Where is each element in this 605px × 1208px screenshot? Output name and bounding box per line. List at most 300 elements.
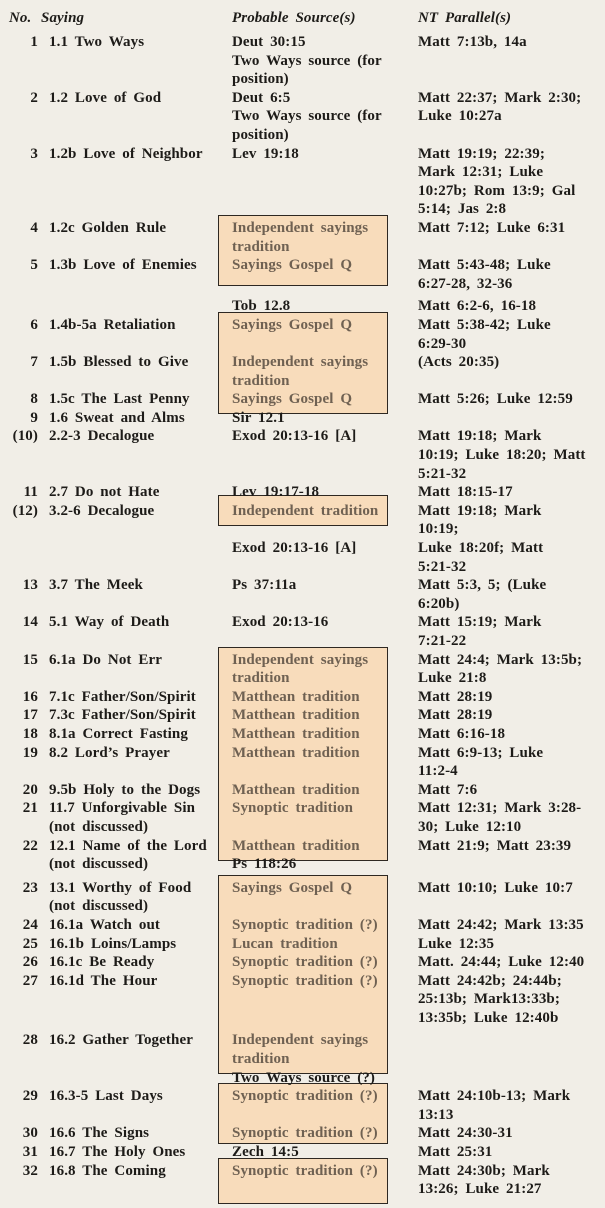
table-row: [0, 219, 605, 238]
nt-parallel-cell: [404, 238, 605, 257]
nt-parallel-cell: 13:35b; Luke 12:40b: [418, 1009, 559, 1026]
source-cell: Independent sayings: [232, 1032, 369, 1049]
row-number-cell: 29: [22, 1088, 38, 1105]
nt-parallel-cell: Matt 6:2-6, 16-18: [418, 298, 537, 315]
source-cell: [218, 897, 404, 916]
source-cell: [218, 990, 404, 1009]
row-number-cell: [0, 275, 38, 294]
table-row: [0, 33, 605, 52]
nt-parallel-cell: 7:21-22: [418, 633, 467, 649]
header-source: Probable Source(s): [232, 10, 356, 26]
table-row: [0, 953, 605, 972]
table-row: [0, 818, 605, 837]
saying-cell: 1.6 Sweat and Alms: [49, 409, 185, 426]
source-cell: Two Ways source (?): [232, 1069, 375, 1086]
source-cell: tradition: [232, 372, 290, 389]
table-row: [0, 520, 605, 539]
row-number-cell: 21: [22, 800, 38, 817]
saying-cell: [38, 595, 218, 614]
saying-cell: 16.1c Be Ready: [49, 954, 155, 971]
nt-parallel-cell: 30; Luke 12:10: [418, 818, 522, 835]
row-number-cell: [0, 1009, 38, 1028]
nt-parallel-cell: Matt 5:26; Luke 12:59: [418, 391, 573, 408]
nt-parallel-cell: 5:14; Jas 2:8: [418, 201, 507, 218]
saying-cell: 16.8 The Coming: [49, 1162, 166, 1179]
table-row: [0, 651, 605, 670]
table-row: [0, 182, 605, 201]
nt-parallel-cell: Matt 5:3, 5; (Luke: [418, 577, 547, 594]
row-number-cell: 15: [22, 651, 38, 668]
nt-parallel-cell: 5:21-32: [418, 558, 467, 575]
source-cell: Sayings Gospel Q: [232, 879, 353, 896]
nt-parallel-cell: Matt 5:43-48; Luke: [418, 257, 551, 274]
nt-parallel-cell: Matt 7:13b, 14a: [418, 34, 527, 50]
source-cell: position): [232, 71, 289, 88]
table-row: [0, 725, 605, 744]
header-saying: Saying: [41, 10, 85, 26]
source-cell: Two Ways source (for: [232, 108, 382, 125]
row-number-cell: [0, 238, 38, 257]
saying-cell: (not discussed): [49, 818, 149, 835]
row-number-cell: [0, 465, 38, 484]
nt-parallel-cell: [404, 372, 605, 391]
table-row: [0, 446, 605, 465]
nt-parallel-cell: 10:27b; Rom 13:9; Gal: [418, 182, 576, 199]
row-number-cell: 1: [30, 34, 38, 50]
source-cell: tradition: [232, 670, 290, 687]
table-row: [0, 427, 605, 446]
saying-cell: 1.5c The Last Penny: [49, 391, 190, 408]
table-row: [0, 145, 605, 164]
table-row: [0, 855, 605, 874]
source-cell: [218, 275, 404, 294]
table-row: [0, 297, 605, 316]
source-cell: Lev 19:18: [232, 145, 299, 162]
nt-parallel-cell: Matt 7:6: [418, 781, 478, 798]
nt-parallel-cell: [404, 855, 605, 874]
row-number-cell: [0, 669, 38, 688]
source-cell: Matthean tradition: [232, 688, 360, 705]
nt-parallel-cell: [404, 126, 605, 145]
saying-cell: 9.5b Holy to the Dogs: [49, 781, 201, 798]
saying-cell: 8.2 Lord’s Prayer: [49, 744, 170, 761]
row-number-cell: 13: [22, 577, 38, 594]
source-cell: tradition: [232, 238, 290, 255]
saying-cell: [38, 275, 218, 294]
row-number-cell: [0, 520, 38, 539]
row-number-cell: [0, 1180, 38, 1199]
source-cell: [218, 163, 404, 182]
saying-cell: [38, 182, 218, 201]
source-cell: Exod 20:13-16: [232, 614, 329, 631]
row-number-cell: [0, 372, 38, 391]
table-row: [0, 595, 605, 614]
saying-cell: [38, 669, 218, 688]
row-number-cell: [0, 539, 38, 558]
row-number-cell: 4: [30, 219, 38, 236]
source-cell: [218, 200, 404, 219]
saying-cell: 7.1c Father/Son/Spirit: [49, 688, 196, 705]
row-number-cell: [0, 1069, 38, 1088]
row-number-cell: 24: [22, 916, 38, 933]
row-number-cell: 19: [22, 744, 38, 761]
source-cell: Lucan tradition: [232, 935, 338, 952]
saying-cell: 16.7 The Holy Ones: [49, 1144, 186, 1161]
saying-cell: 5.1 Way of Death: [49, 614, 170, 631]
nt-parallel-cell: Matt 25:31: [418, 1144, 493, 1161]
row-number-cell: [0, 818, 38, 837]
row-number-cell: [0, 107, 38, 126]
table-row: [0, 1106, 605, 1125]
nt-parallel-cell: [404, 70, 605, 89]
source-cell: Deut 30:15: [232, 34, 306, 50]
source-cell: Exod 20:13-16 [A]: [232, 428, 357, 445]
row-number-cell: [0, 182, 38, 201]
table-row: [0, 52, 605, 71]
table-row: [0, 799, 605, 818]
table-row: [0, 879, 605, 898]
table-row: [0, 1143, 605, 1162]
nt-parallel-cell: Matt 28:19: [418, 707, 493, 724]
source-cell: Synoptic tradition (?): [232, 954, 378, 971]
row-number-cell: [0, 1050, 38, 1069]
nt-parallel-cell: Matt 10:10; Luke 10:7: [418, 879, 573, 896]
table-row: [0, 1069, 605, 1088]
row-number-cell: [0, 335, 38, 354]
saying-cell: 11.7 Unforgivable Sin: [49, 800, 196, 817]
nt-parallel-cell: 6:20b): [418, 595, 460, 612]
source-cell: Sayings Gospel Q: [232, 257, 353, 274]
nt-parallel-cell: Matt 12:31; Mark 3:28-: [418, 800, 582, 817]
header-no: No.: [9, 10, 32, 26]
saying-cell: 1.4b-5a Retaliation: [49, 316, 176, 333]
source-cell: Sayings Gospel Q: [232, 316, 353, 333]
source-cell: [218, 762, 404, 781]
row-number-cell: 18: [22, 725, 38, 742]
source-cell: [218, 446, 404, 465]
source-cell: Sir 12.1: [232, 409, 285, 426]
nt-parallel-cell: 6:29-30: [418, 335, 467, 352]
source-cell: [218, 558, 404, 577]
row-number-cell: 6: [30, 316, 38, 333]
nt-parallel-cell: Matt. 24:44; Luke 12:40: [418, 954, 585, 971]
saying-cell: [38, 107, 218, 126]
table-row: [0, 200, 605, 219]
source-cell: Ps 118:26: [232, 856, 297, 873]
row-number-cell: [0, 762, 38, 781]
saying-cell: 6.1a Do Not Err: [49, 651, 162, 668]
row-number-cell: 17: [22, 707, 38, 724]
table-row: [0, 372, 605, 391]
source-cell: Lev 19:17-18: [232, 484, 320, 501]
row-number-cell: 22: [22, 837, 38, 854]
row-number-cell: [0, 990, 38, 1009]
nt-parallel-cell: Matt 24:10b-13; Mark: [418, 1088, 571, 1105]
table-row: [0, 1180, 605, 1199]
nt-parallel-cell: [404, 1050, 605, 1069]
nt-parallel-cell: 13:13: [418, 1106, 454, 1123]
saying-cell: [38, 126, 218, 145]
table-row: [0, 353, 605, 372]
saying-cell: [38, 1069, 218, 1088]
table-row: [0, 163, 605, 182]
nt-parallel-cell: [404, 1031, 605, 1050]
row-number-cell: [0, 632, 38, 651]
table-row: [0, 1124, 605, 1143]
nt-parallel-cell: Luke 21:8: [418, 670, 487, 687]
saying-cell: 2.7 Do not Hate: [49, 484, 160, 501]
row-number-cell: 27: [22, 972, 38, 989]
saying-cell: 3.7 The Meek: [49, 577, 143, 594]
nt-parallel-cell: [404, 897, 605, 916]
table-row: [0, 1009, 605, 1028]
table-row: [0, 1087, 605, 1106]
source-cell: Matthean tradition: [232, 781, 360, 798]
source-cell: Deut 6:5: [232, 89, 291, 106]
nt-parallel-cell: Matt 24:30b; Mark: [418, 1162, 550, 1179]
source-cell: [218, 1106, 404, 1125]
saying-cell: [38, 446, 218, 465]
table-row: [0, 837, 605, 856]
source-cell: [218, 520, 404, 539]
saying-cell: [38, 1009, 218, 1028]
source-cell: Tob 12.8: [232, 298, 291, 315]
nt-parallel-cell: (Acts 20:35): [418, 354, 500, 371]
source-cell: position): [232, 126, 289, 143]
table-row: [0, 238, 605, 257]
table-row: [0, 539, 605, 558]
table-row: [0, 1050, 605, 1069]
source-cell: Synoptic tradition (?): [232, 916, 378, 933]
nt-parallel-cell: Matt 15:19; Mark: [418, 614, 542, 631]
row-number-cell: 16: [22, 688, 38, 705]
saying-cell: 16.6 The Signs: [49, 1125, 150, 1142]
nt-parallel-cell: Luke 12:35: [418, 935, 495, 952]
row-number-cell: 20: [22, 781, 38, 798]
row-number-cell: 30: [22, 1125, 38, 1142]
saying-cell: [38, 1050, 218, 1069]
saying-cell: [38, 52, 218, 71]
table-row: [0, 935, 605, 954]
table-row: [0, 335, 605, 354]
table-row: [0, 669, 605, 688]
nt-parallel-cell: Matt 28:19: [418, 688, 493, 705]
source-cell: Exod 20:13-16 [A]: [232, 540, 357, 557]
source-cell: Synoptic tradition: [232, 800, 354, 817]
row-number-cell: [0, 200, 38, 219]
table-row: [0, 465, 605, 484]
row-number-cell: 11: [23, 484, 38, 501]
saying-cell: [38, 70, 218, 89]
source-cell: Matthean tradition: [232, 725, 360, 742]
nt-parallel-cell: Matt 24:4; Mark 13:5b;: [418, 651, 583, 668]
nt-parallel-cell: Luke 18:20f; Matt: [418, 540, 544, 557]
saying-cell: [38, 465, 218, 484]
saying-cell: 1.2c Golden Rule: [49, 219, 167, 236]
source-cell: Matthean tradition: [232, 744, 360, 761]
source-cell: [218, 632, 404, 651]
source-cell: [218, 465, 404, 484]
table-row: [0, 576, 605, 595]
saying-cell: 16.1d The Hour: [49, 972, 158, 989]
nt-parallel-cell: Matt 24:30-31: [418, 1125, 513, 1142]
nt-parallel-cell: [404, 52, 605, 71]
nt-parallel-cell: 6:27-28, 32-36: [418, 275, 513, 292]
nt-parallel-cell: Mark 12:31; Luke: [418, 164, 544, 181]
row-number-cell: 23: [22, 879, 38, 896]
saying-cell: [38, 335, 218, 354]
table-row: [0, 89, 605, 108]
table-row: [0, 990, 605, 1009]
table-row: [0, 706, 605, 725]
table-row: [0, 1031, 605, 1050]
table-header: [0, 9, 605, 33]
row-number-cell: [0, 595, 38, 614]
saying-cell: 1.2 Love of God: [49, 89, 162, 106]
row-number-cell: 14: [22, 614, 38, 631]
saying-cell: 3.2-6 Decalogue: [49, 502, 155, 519]
row-number-cell: [0, 52, 38, 71]
table-row: [0, 275, 605, 294]
row-number-cell: 26: [22, 954, 38, 971]
table-row: [0, 558, 605, 577]
table-row: [0, 107, 605, 126]
row-number-cell: [0, 126, 38, 145]
table-row: [0, 897, 605, 916]
saying-cell: 1.1 Two Ways: [49, 34, 145, 50]
saying-cell: (not discussed): [49, 898, 149, 915]
source-cell: Synoptic tradition (?): [232, 1088, 378, 1105]
saying-cell: [38, 520, 218, 539]
table-row: [0, 483, 605, 502]
saying-cell: 12.1 Name of the Lord: [49, 837, 207, 854]
saying-cell: [38, 990, 218, 1009]
saying-cell: 16.1a Watch out: [49, 916, 160, 933]
source-cell: Independent sayings: [232, 354, 369, 371]
saying-cell: 16.1b Loins/Lamps: [49, 935, 177, 952]
saying-cell: [38, 762, 218, 781]
row-number-cell: [0, 163, 38, 182]
nt-parallel-cell: Matt 18:15-17: [418, 484, 513, 501]
saying-cell: [38, 372, 218, 391]
nt-parallel-cell: Matt 6:16-18: [418, 725, 506, 742]
table-row: [0, 409, 605, 428]
source-cell: Zech 14:5: [232, 1144, 299, 1161]
row-number-cell: (12): [12, 502, 38, 519]
row-number-cell: 32: [22, 1162, 38, 1179]
row-number-cell: 31: [22, 1144, 38, 1161]
nt-parallel-cell: Matt 24:42b; 24:44b;: [418, 972, 562, 989]
source-cell: Matthean tradition: [232, 837, 360, 854]
table-row: [0, 972, 605, 991]
saying-cell: [38, 1180, 218, 1199]
row-number-cell: 3: [30, 145, 38, 162]
table-row: [0, 126, 605, 145]
row-number-cell: [0, 70, 38, 89]
row-number-cell: [0, 558, 38, 577]
nt-parallel-cell: 10:19; Luke 18:20; Matt: [418, 447, 586, 464]
saying-cell: [38, 558, 218, 577]
table-body: [0, 33, 605, 1199]
saying-cell: 7.3c Father/Son/Spirit: [49, 707, 196, 724]
nt-parallel-cell: [404, 1069, 605, 1088]
table-row: [0, 916, 605, 935]
saying-cell: 8.1a Correct Fasting: [49, 725, 188, 742]
nt-parallel-cell: Matt 24:42; Mark 13:35: [418, 916, 584, 933]
source-cell: Ps 37:11a: [232, 577, 297, 594]
source-cell: [218, 1009, 404, 1028]
row-number-cell: [0, 1106, 38, 1125]
nt-parallel-cell: Luke 10:27a: [418, 108, 502, 125]
source-cell: Matthean tradition: [232, 707, 360, 724]
saying-cell: [38, 632, 218, 651]
row-number-cell: [0, 297, 38, 316]
header-parallel: NT Parallel(s): [418, 10, 512, 26]
table-row: [0, 502, 605, 521]
saying-cell: (not discussed): [49, 856, 149, 873]
nt-parallel-cell: Matt 21:9; Matt 23:39: [418, 837, 572, 854]
row-number-cell: 9: [30, 409, 38, 426]
saying-cell: 1.2b Love of Neighbor: [49, 145, 203, 162]
nt-parallel-cell: Matt 19:18; Mark: [418, 428, 542, 445]
saying-cell: 13.1 Worthy of Food: [49, 879, 192, 896]
table-row: [0, 613, 605, 632]
source-cell: Independent sayings: [232, 651, 369, 668]
source-cell: Synoptic tradition (?): [232, 972, 378, 989]
saying-cell: [38, 539, 218, 558]
nt-parallel-cell: 25:13b; Mark13:33b;: [418, 991, 560, 1008]
row-number-cell: [0, 897, 38, 916]
row-number-cell: 8: [30, 391, 38, 408]
row-number-cell: [0, 446, 38, 465]
source-cell: Sayings Gospel Q: [232, 391, 353, 408]
table-row: [0, 256, 605, 275]
table-row: [0, 632, 605, 651]
saying-cell: 16.2 Gather Together: [49, 1032, 193, 1049]
table-row: [0, 1162, 605, 1181]
saying-cell: 1.5b Blessed to Give: [49, 354, 189, 371]
table-row: [0, 744, 605, 763]
table-row: [0, 70, 605, 89]
table-row: [0, 762, 605, 781]
saying-cell: [38, 200, 218, 219]
source-cell: [218, 818, 404, 837]
saying-cell: 2.2-3 Decalogue: [49, 428, 155, 445]
nt-parallel-cell: [404, 409, 605, 428]
row-number-cell: 28: [22, 1032, 38, 1049]
source-cell: Synoptic tradition (?): [232, 1125, 378, 1142]
source-cell: [218, 1180, 404, 1199]
nt-parallel-cell: Matt 22:37; Mark 2:30;: [418, 89, 582, 106]
table-row: [0, 688, 605, 707]
row-number-cell: (10): [12, 428, 38, 445]
source-cell: tradition: [232, 1051, 290, 1068]
nt-parallel-cell: 10:19;: [418, 521, 459, 538]
saying-cell: [38, 1106, 218, 1125]
saying-cell: [38, 238, 218, 257]
nt-parallel-cell: Matt 7:12; Luke 6:31: [418, 219, 566, 236]
row-number-cell: 7: [30, 354, 38, 371]
source-cell: Two Ways source (for: [232, 52, 382, 69]
source-cell: [218, 182, 404, 201]
source-cell: [218, 335, 404, 354]
source-cell: Synoptic tradition (?): [232, 1162, 378, 1179]
source-cell: Independent tradition: [232, 502, 379, 519]
nt-parallel-cell: Matt 19:19; 22:39;: [418, 145, 545, 162]
nt-parallel-cell: 11:2-4: [418, 763, 458, 780]
table-row: [0, 316, 605, 335]
row-number-cell: 5: [30, 257, 38, 274]
